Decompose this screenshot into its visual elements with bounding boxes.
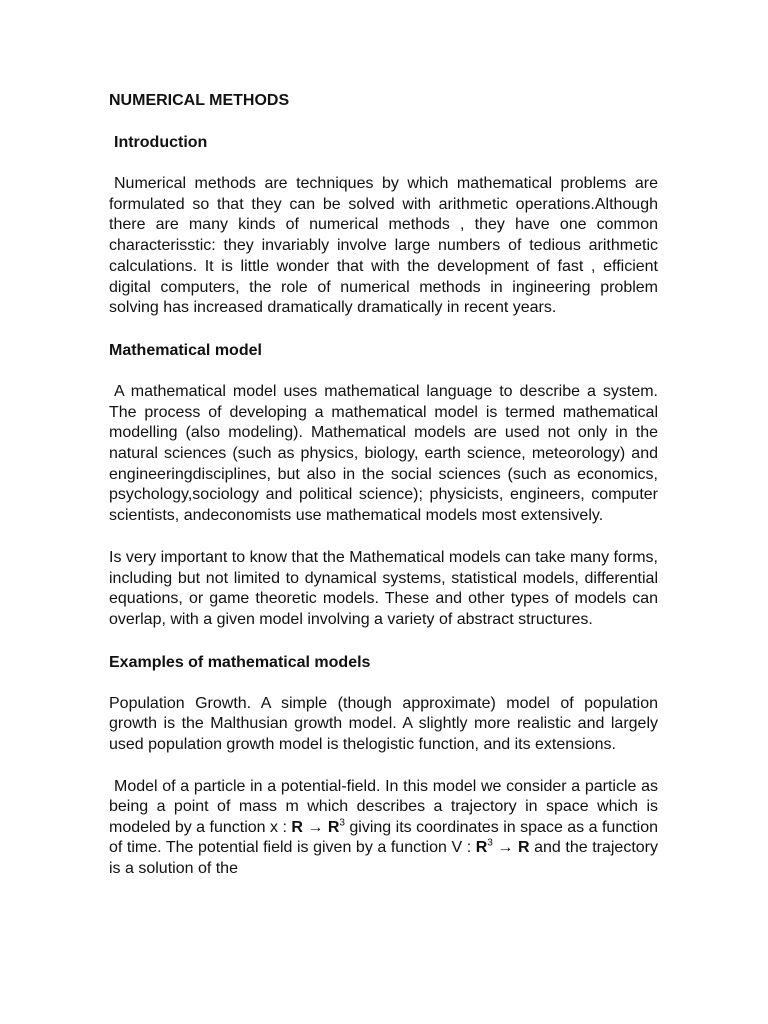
particle-text-part-2: giving its coordinates in space as a function of time. The potential field is given by a function V : [109,818,659,857]
particle-potential-field-paragraph [109,777,658,880]
real-set-symbol-4: R [518,839,530,857]
real-set-symbol-2: R [327,818,340,836]
particle-text-part-1: Model of a particle in a potential-field. In this model we consider a particle as being a point of mass m which describes a trajectory in space which is modeled by a function x : [109,777,658,836]
exponent-three-1: 3 [339,817,345,829]
population-growth-paragraph: Population Growth. A simple (though approximate) model of population growth is the Malthusian growth model. A slightly more realistic and largely used population growth model is thelogistic function, and its extensions. [109,694,658,754]
particle-text-part-3: and the trajectory is a solution of the [109,839,659,877]
introduction-heading: Introduction [114,134,208,151]
mathematical-model-paragraph: A mathematical model uses mathematical language to describe a system. The process of developing a mathematical model is termed mathematical modelling (also modeling). Mathematical models are used not only in the natural sciences (such as physics, biology, earth science, meteorology) and engineeringdisciplines, but also in the social sciences (such as economics, psychology,sociology and political science); physicists, engineers, computer scientists, andeconomists use mathematical models most extensively. [109,382,658,525]
exponent-three-2: 3 [487,837,493,849]
real-set-symbol-3: R [475,839,488,857]
introduction-paragraph: Numerical methods are techniques by which mathematical problems are formulated so that they can be solved with arithmetic operations.Although there are many kinds of numerical methods , they have one common characterisstic: they invariably involve large numbers of tedious arithmetic calculations. It is little wonder that with the development of fast , efficient digital computers, the role of numerical methods in ingineering problem solving has increased dramatically dramatically in recent years. [109,175,658,317]
arrow-symbol-2: → [492,839,518,857]
model-forms-paragraph: Is very important to know that the Mathematical models can take many forms, including but not limited to dynamical systems, statistical models, differential equations, or game theoretic models. These and other types of models can overlap, with a given model involving a variety of abstract structures. [109,548,658,628]
real-set-symbol-1: R [291,818,303,836]
document-title: NUMERICAL METHODS [109,92,290,109]
mathematical-model-heading: Mathematical model [109,341,262,359]
examples-heading: Examples of mathematical models [109,653,371,671]
arrow-symbol-1: → [302,818,328,836]
